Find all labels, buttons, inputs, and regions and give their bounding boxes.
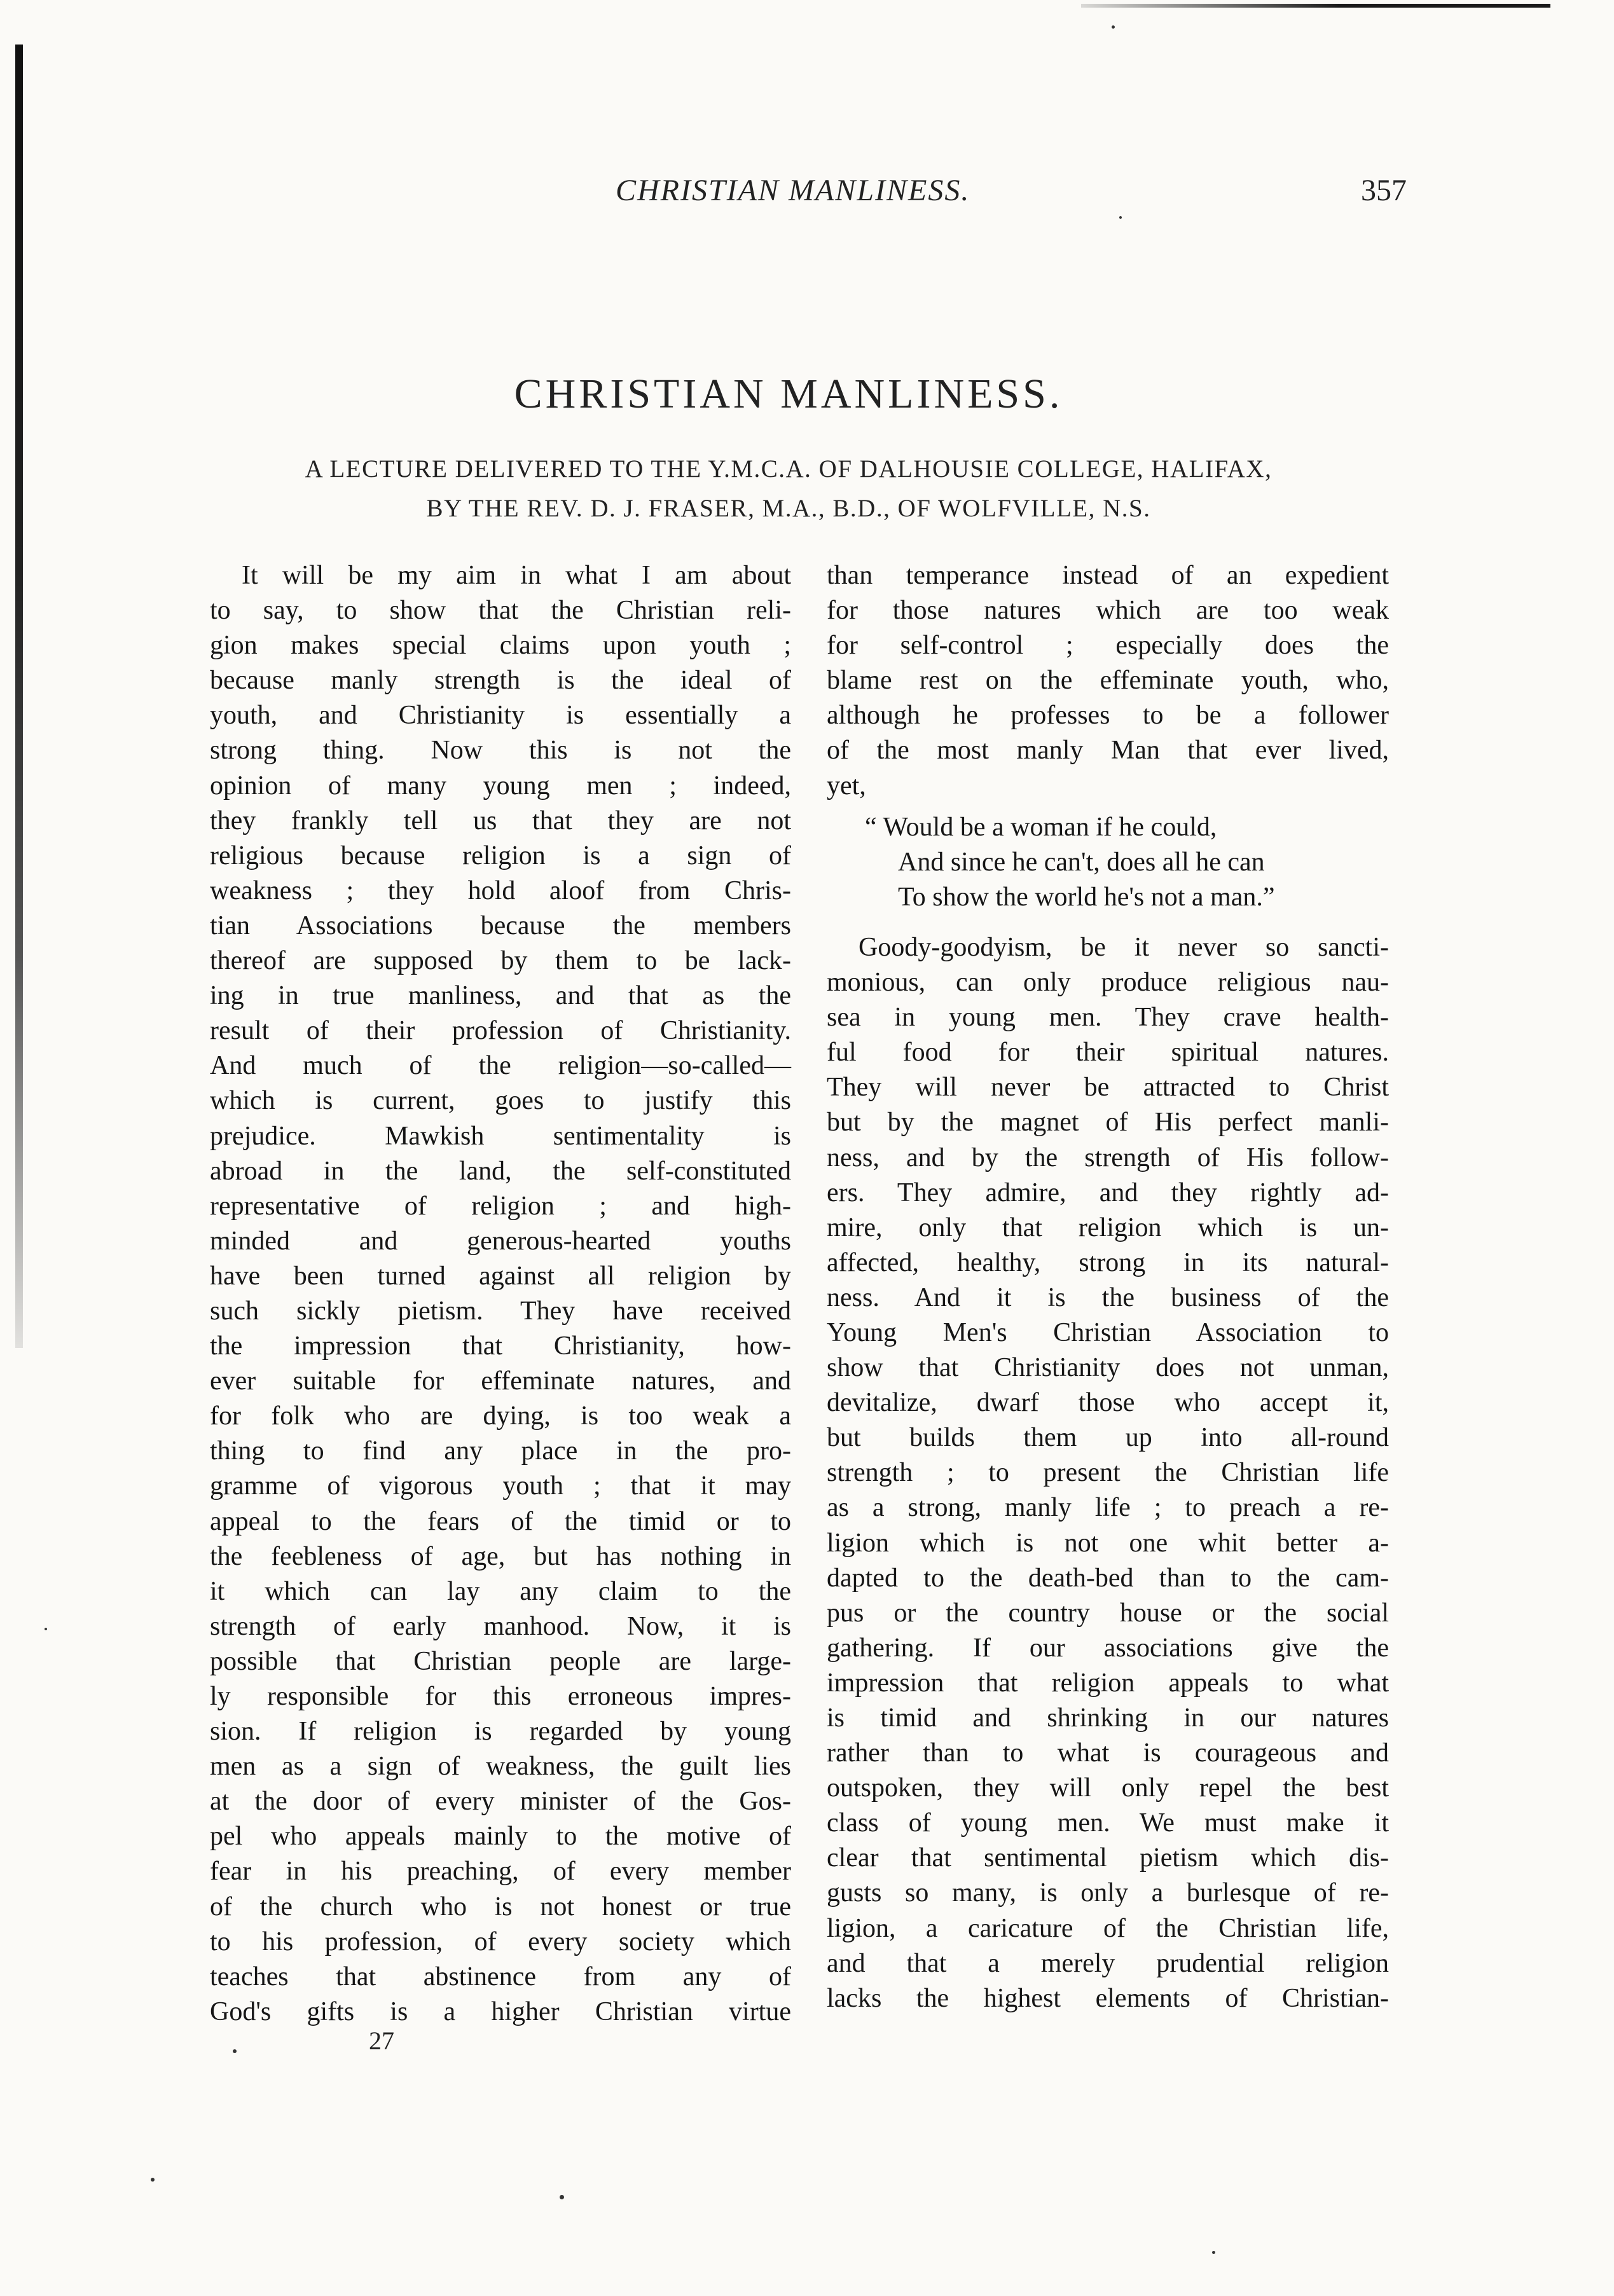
text-line: but by the magnet of His perfect manli- (827, 1108, 1389, 1138)
text-line: the feebleness of age, but has nothing in (210, 1541, 791, 1571)
text-line: result of their profession of Christianity. (210, 1016, 791, 1046)
text-line: fear in his preaching, of every member (210, 1857, 791, 1887)
text-line: ers. They admire, and they rightly ad- (827, 1178, 1389, 1207)
text-line: impression that religion appeals to what (827, 1668, 1389, 1698)
text-line: ly responsible for this erroneous impres- (210, 1682, 791, 1711)
text-line: have been turned against all religion by (210, 1261, 791, 1291)
scan-top-rule (1081, 4, 1550, 8)
text-line: They will never be attracted to Christ (827, 1073, 1389, 1103)
signature-mark: 27 (369, 2026, 394, 2055)
text-line: but builds them up into all-round (827, 1423, 1389, 1453)
text-line: ing in true manliness, and that as the (210, 981, 791, 1011)
text-line: gathering. If our associations give the (827, 1633, 1389, 1663)
text-line: for folk who are dying, is too weak a (210, 1401, 791, 1431)
text-line: gusts so many, is only a burlesque of re- (827, 1878, 1389, 1908)
text-line: And much of the religion—so-called— (210, 1051, 791, 1081)
text-line: possible that Christian people are large- (210, 1646, 791, 1676)
text-line: for those natures which are too weak (827, 596, 1389, 626)
article-subtitle-line-2: BY THE REV. D. J. FRASER, M.A., B.D., OF WOLFVILLE, N.S. (426, 495, 1151, 522)
scan-speck (1112, 25, 1115, 29)
right-column-top (827, 558, 1389, 804)
text-line: Young Men's Christian Association to (827, 1317, 1389, 1347)
scan-speck (1212, 2251, 1215, 2254)
left-column (210, 558, 791, 2030)
text-line: devitalize, dwarf those who accept it, (827, 1388, 1389, 1418)
verse-line: To show the world he's not a man.” (898, 882, 1275, 912)
scan-left-edge (15, 45, 23, 1348)
text-line: strength ; to present the Christian life (827, 1458, 1389, 1488)
text-line: ness, and by the strength of His follow- (827, 1143, 1389, 1172)
text-line: which is current, goes to justify this (210, 1086, 791, 1116)
text-line: pel who appeals mainly to the motive of (210, 1822, 791, 1852)
text-line: such sickly pietism. They have received (210, 1296, 791, 1326)
text-line: religious because religion is a sign of (210, 841, 791, 870)
text-line: ligion which is not one whit better a- (827, 1528, 1389, 1558)
text-line: outspoken, they will only repel the best (827, 1773, 1389, 1803)
text-line: as a strong, manly life ; to preach a re- (827, 1493, 1389, 1523)
text-line: ness. And it is the business of the (827, 1282, 1389, 1312)
text-line: sion. If religion is regarded by young (210, 1717, 791, 1747)
text-line: minded and generous-hearted youths (210, 1226, 791, 1256)
text-line: of the church who is not honest or true (210, 1892, 791, 1921)
text-line: representative of religion ; and high- (210, 1191, 791, 1221)
text-line: to say, to show that the Christian reli- (210, 596, 791, 626)
text-line: strength of early manhood. Now, it is (210, 1611, 791, 1641)
text-line: Goody-goodyism, be it never so sancti- (859, 932, 1389, 962)
text-line: God's gifts is a higher Christian virtue (210, 1997, 791, 2026)
text-line: teaches that abstinence from any of (210, 1962, 791, 1991)
text-line: youth, and Christianity is essentially a (210, 701, 791, 731)
text-line: abroad in the land, the self-constituted (210, 1156, 791, 1186)
text-line: ligion, a caricature of the Christian life, (827, 1913, 1389, 1943)
right-column-bottom (827, 930, 1389, 2016)
text-line: gion makes special claims upon youth ; (210, 631, 791, 661)
text-line: affected, healthy, strong in its natural- (827, 1248, 1389, 1277)
text-line: and that a merely prudential religion (827, 1948, 1389, 1978)
scan-speck (45, 1628, 47, 1630)
text-line: show that Christianity does not unman, (827, 1353, 1389, 1383)
text-line: prejudice. Mawkish sentimentality is (210, 1121, 791, 1151)
text-line: appeal to the fears of the timid or to (210, 1506, 791, 1536)
text-line: than temperance instead of an expedient (827, 561, 1389, 590)
text-line: ful food for their spiritual natures. (827, 1038, 1389, 1068)
text-line: class of young men. We must make it (827, 1808, 1389, 1838)
text-line: the impression that Christianity, how- (210, 1331, 791, 1361)
text-line: sea in young men. They crave health- (827, 1003, 1389, 1033)
text-line: monious, can only produce religious nau- (827, 968, 1389, 998)
text-line: at the door of every minister of the Gos- (210, 1787, 791, 1817)
text-line: it which can lay any claim to the (210, 1576, 791, 1606)
text-line: for self-control ; especially does the (827, 631, 1389, 661)
text-line: rather than to what is courageous and (827, 1738, 1389, 1768)
page-number: 357 (1361, 174, 1407, 207)
text-line: mire, only that religion which is un- (827, 1213, 1389, 1242)
text-line: pus or the country house or the social (827, 1598, 1389, 1628)
right-column (827, 558, 1389, 2016)
text-line: to his profession, of every society which (210, 1927, 791, 1956)
text-line: opinion of many young men ; indeed, (210, 771, 791, 801)
scan-speck (1119, 216, 1122, 219)
text-line: weakness ; they hold aloof from Chris- (210, 876, 791, 905)
text-line: strong thing. Now this is not the (210, 736, 791, 766)
article-title: CHRISTIAN MANLINESS. (514, 371, 1063, 417)
text-line: blame rest on the effeminate youth, who, (827, 666, 1389, 696)
text-line: men as a sign of weakness, the guilt lies (210, 1752, 791, 1782)
text-line: thing to find any place in the pro- (210, 1436, 791, 1466)
text-line: dapted to the death-bed than to the cam- (827, 1563, 1389, 1593)
text-line: It will be my aim in what I am about (242, 561, 791, 590)
text-line: lacks the highest elements of Christian- (827, 1983, 1389, 2013)
text-line: tian Associations because the members (210, 911, 791, 940)
text-line: ever suitable for effeminate natures, and (210, 1366, 791, 1396)
running-head: CHRISTIAN MANLINESS. (616, 174, 970, 207)
scan-speck (233, 2049, 237, 2053)
scan-speck (560, 2195, 564, 2199)
verse-quotation (827, 810, 1389, 915)
text-line: although he professes to be a follower (827, 701, 1389, 731)
text-line: is timid and shrinking in our natures (827, 1703, 1389, 1733)
scan-speck (151, 2178, 155, 2182)
verse-line: And since he can't, does all he can (898, 847, 1265, 877)
article-subtitle-line-1: A LECTURE DELIVERED TO THE Y.M.C.A. OF DALHOUSIE COLLEGE, HALIFAX, (305, 455, 1273, 483)
text-line: they frankly tell us that they are not (210, 806, 791, 835)
text-line: gramme of vigorous youth ; that it may (210, 1471, 791, 1501)
text-line: yet, (827, 771, 866, 801)
text-line: because manly strength is the ideal of (210, 666, 791, 696)
text-line: clear that sentimental pietism which dis- (827, 1843, 1389, 1873)
text-line: of the most manly Man that ever lived, (827, 736, 1389, 766)
text-line: thereof are supposed by them to be lack- (210, 946, 791, 976)
verse-line: “ Would be a woman if he could, (865, 812, 1217, 842)
